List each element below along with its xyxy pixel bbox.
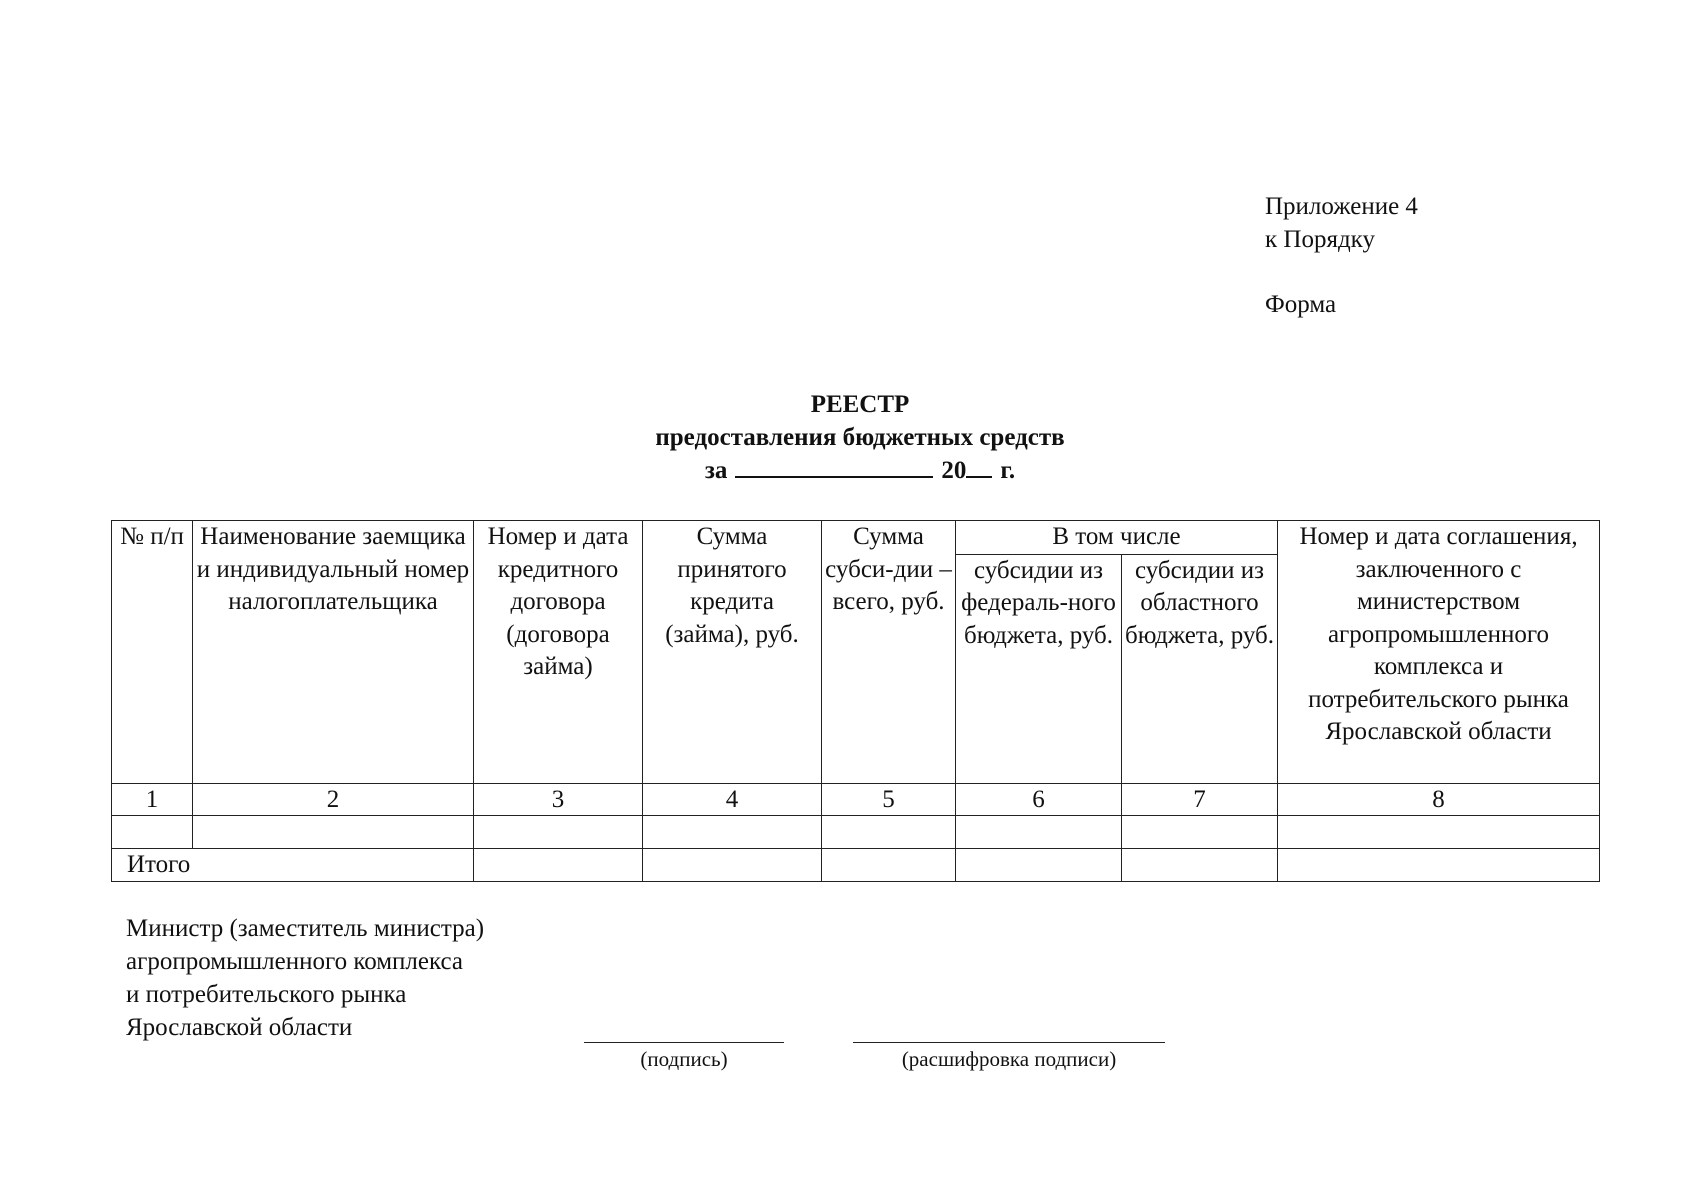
document-title: РЕЕСТР <box>810 391 910 418</box>
total-label: Итого <box>112 848 474 881</box>
column-number-row <box>112 783 1600 815</box>
table-cell[interactable] <box>956 815 1122 848</box>
signatory-line: агропромышленного комплекса <box>126 948 464 975</box>
header-borrower: Наименование заемщика и индивидуальный номер налогоплательщика <box>193 521 474 784</box>
column-number: 4 <box>643 783 822 815</box>
signatory-line: Ярославской области <box>126 1014 353 1041</box>
header-row-number: № п/п <box>112 521 193 784</box>
header-including-group: В том числе <box>956 521 1278 555</box>
column-number: 8 <box>1278 783 1600 815</box>
total-cell[interactable] <box>1278 848 1600 881</box>
signatory-line: и потребительского рынка <box>126 981 407 1008</box>
period-line <box>705 454 1015 487</box>
period-suffix: г. <box>1000 457 1016 484</box>
form-label: Форма <box>1265 291 1337 318</box>
appendix-reference: к Порядку <box>1265 226 1375 253</box>
header-subsidy-total: Сумма субси-дии – всего, руб. <box>822 521 956 784</box>
signature-caption: (подпись) <box>640 1047 728 1071</box>
document-subtitle: предоставления бюджетных средств <box>655 424 1065 451</box>
table-cell[interactable] <box>1122 815 1278 848</box>
column-number: 6 <box>956 783 1122 815</box>
period-year-blank[interactable] <box>966 454 992 478</box>
signature-line[interactable] <box>584 1042 784 1043</box>
period-prefix: за <box>704 457 728 484</box>
table-cell[interactable] <box>822 815 956 848</box>
column-number: 7 <box>1122 783 1278 815</box>
total-cell[interactable] <box>956 848 1122 881</box>
header-federal-subsidy: субсидии из федераль-ного бюджета, руб. <box>956 554 1122 783</box>
total-cell[interactable] <box>1122 848 1278 881</box>
header-loan-amount: Сумма принятого кредита (займа), руб. <box>643 521 822 784</box>
column-number: 3 <box>474 783 643 815</box>
appendix-number: Приложение 4 <box>1265 193 1418 220</box>
period-month-blank[interactable] <box>735 454 933 478</box>
header-agreement: Номер и дата соглашения, заключенного с министерством агропромышленного комплекса и потребительского рынка Ярославской области <box>1278 521 1600 784</box>
column-number: 2 <box>193 783 474 815</box>
total-cell[interactable] <box>474 848 643 881</box>
document-title-block <box>0 388 1697 487</box>
signatory-position <box>126 912 484 1044</box>
total-cell[interactable] <box>822 848 956 881</box>
table-cell[interactable] <box>112 815 193 848</box>
header-regional-subsidy: субсидии из областного бюджета, руб. <box>1122 554 1278 783</box>
table-cell[interactable] <box>643 815 822 848</box>
table-cell[interactable] <box>1278 815 1600 848</box>
appendix-block <box>1265 190 1418 321</box>
period-year-prefix: 20 <box>941 457 967 484</box>
total-row <box>112 848 1600 881</box>
header-loan-contract: Номер и дата кредитного договора (договора займа) <box>474 521 643 784</box>
table-row <box>112 815 1600 848</box>
registry-table <box>111 520 1600 882</box>
table-cell[interactable] <box>193 815 474 848</box>
column-number: 1 <box>112 783 193 815</box>
signatory-line: Министр (заместитель министра) <box>126 915 485 942</box>
column-number: 5 <box>822 783 956 815</box>
signature-decode-line[interactable] <box>853 1042 1165 1043</box>
total-cell[interactable] <box>643 848 822 881</box>
signature-decode-caption: (расшифровка подписи) <box>901 1047 1117 1071</box>
table-cell[interactable] <box>474 815 643 848</box>
